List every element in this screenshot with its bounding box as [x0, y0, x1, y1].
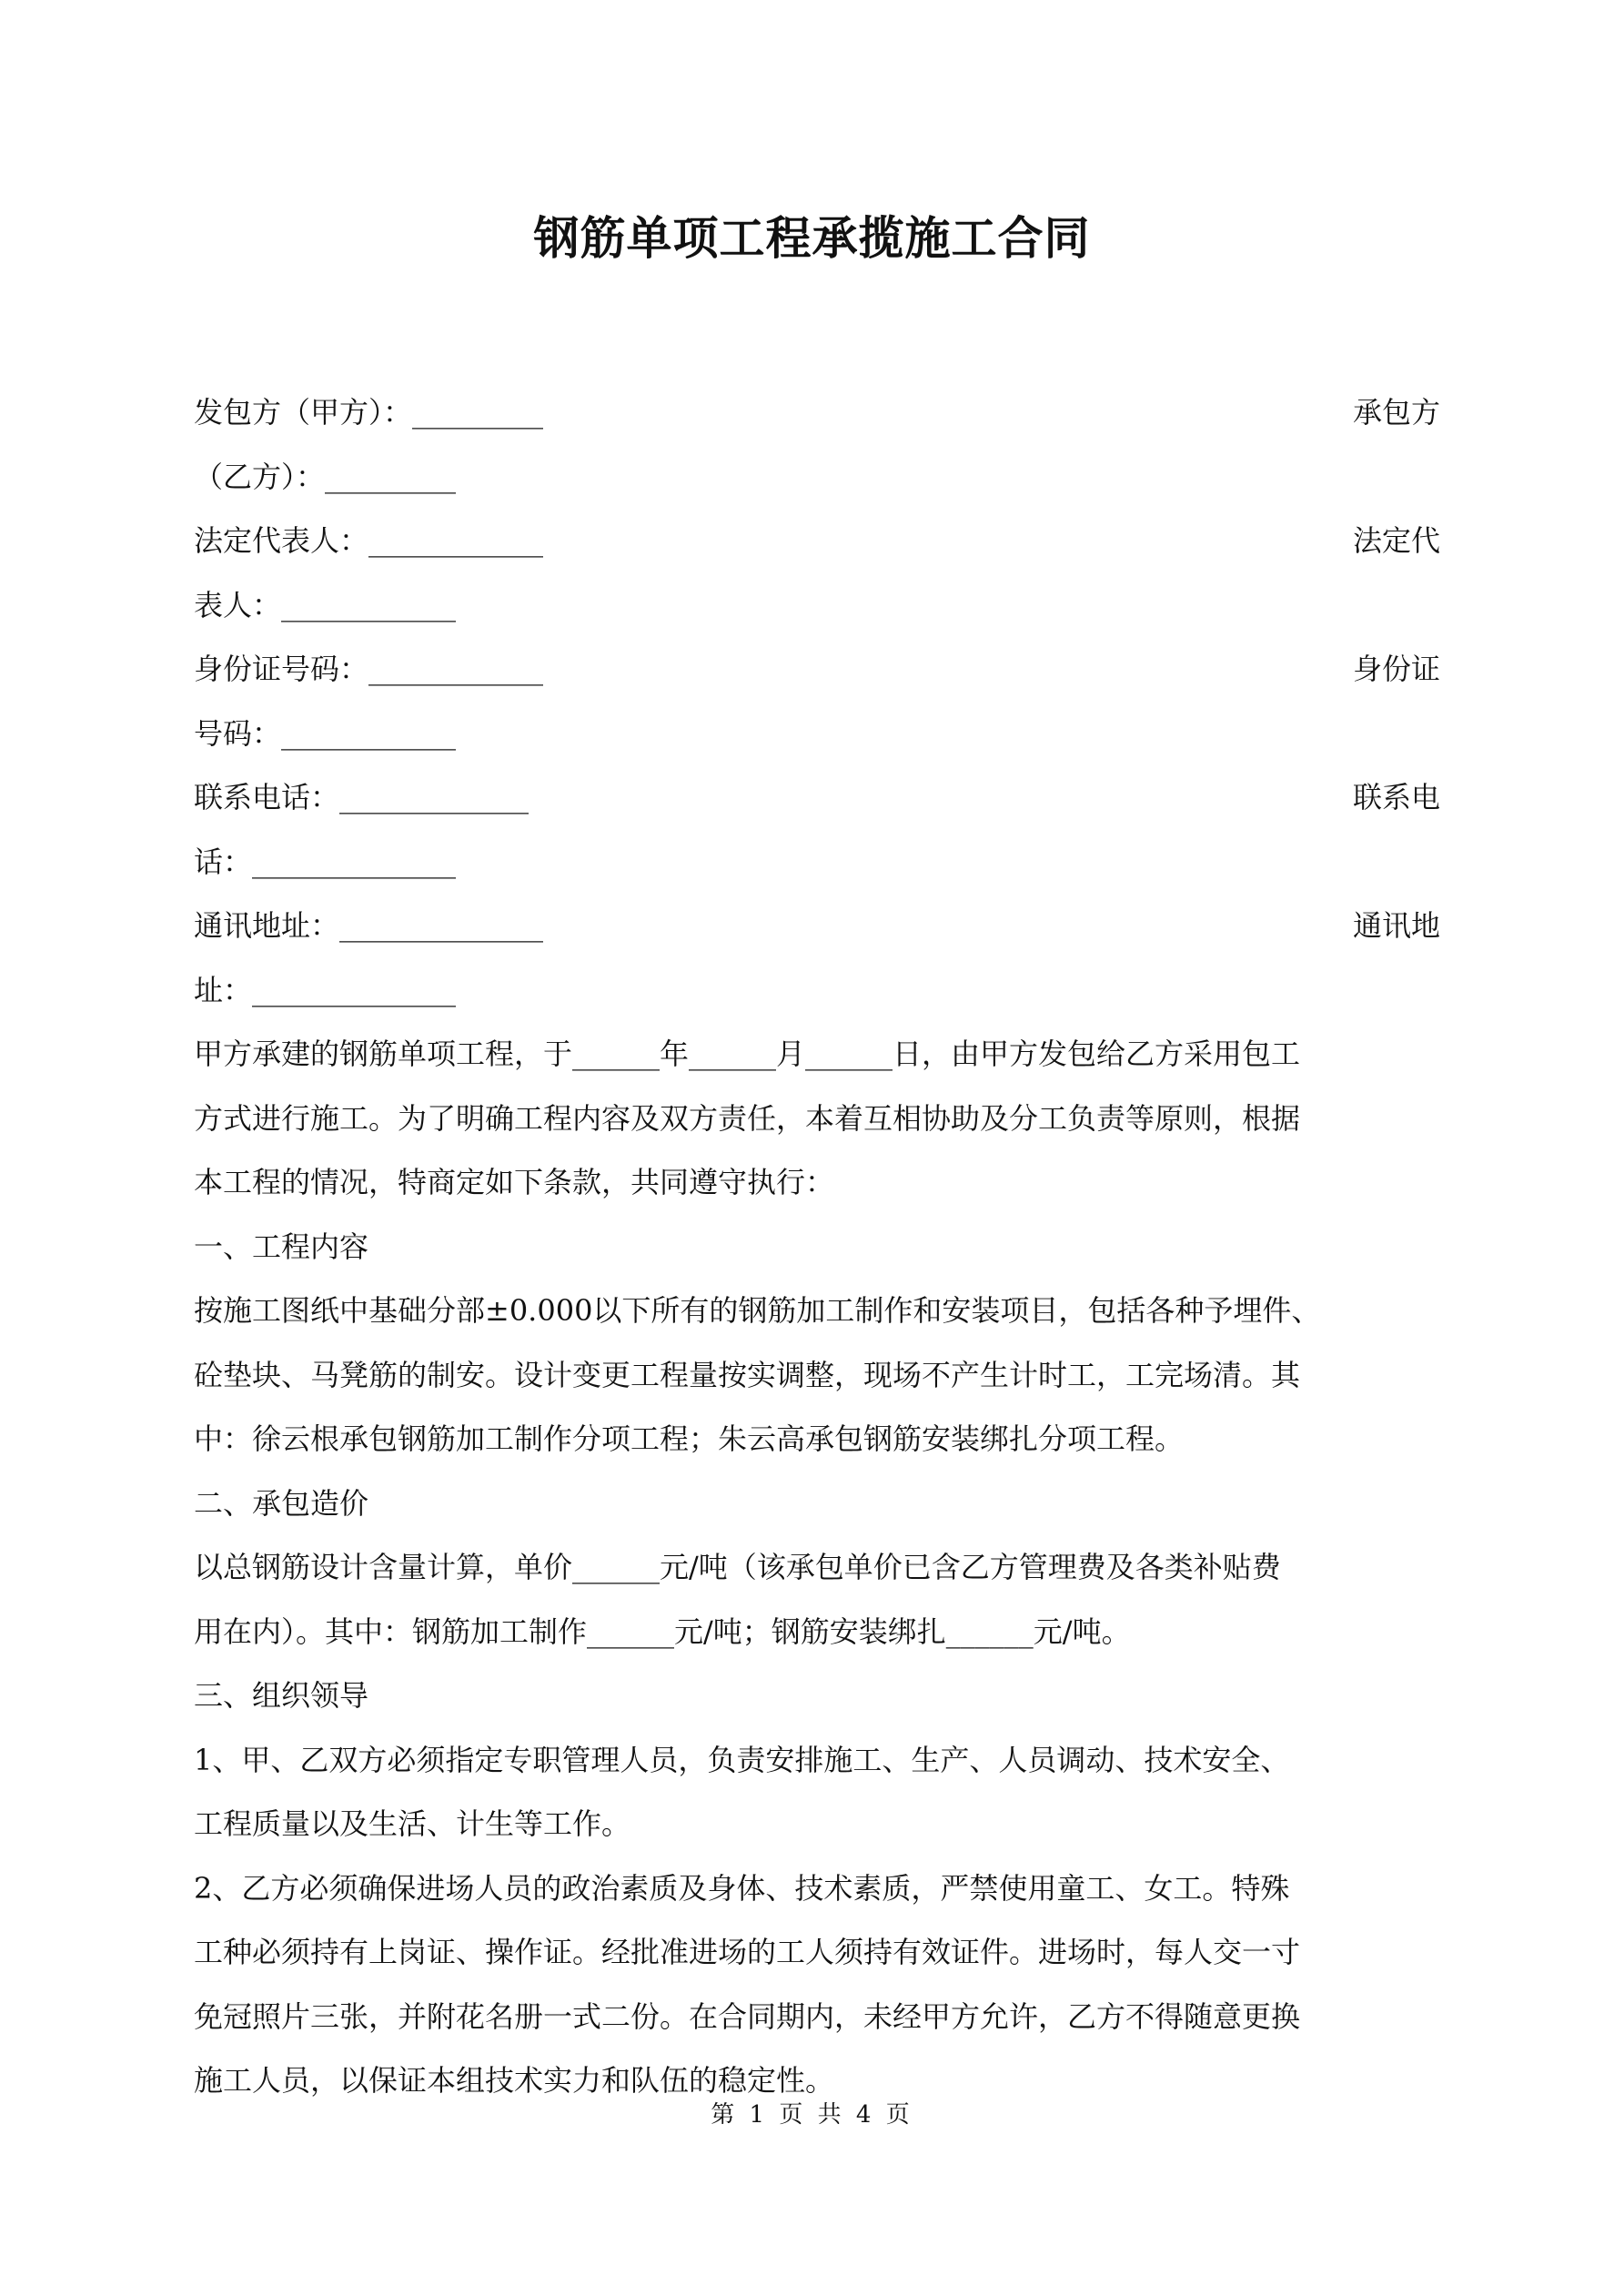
section-1-line-3: 中：徐云根承包钢筋加工制作分项工程；朱云高承包钢筋安装绑扎分项工程。 [194, 1421, 1185, 1456]
legal-rep-b-line: 表人：____________ [194, 587, 457, 622]
legal-rep-b: 法定代 [1352, 523, 1440, 558]
legal-rep-a: 法定代表人：____________ [194, 523, 544, 558]
id-number-b-line: 号码：____________ [194, 715, 457, 751]
address-b: 通讯地 [1352, 908, 1440, 943]
phone-b: 联系电 [1352, 780, 1440, 814]
id-number-b: 身份证 [1352, 652, 1440, 686]
clause-2-line-4: 施工人员，以保证本组技术实力和队伍的稳定性。 [194, 2063, 835, 2098]
clause-2-line-1: 2、乙方必须确保进场人员的政治素质及身体、技术素质，严禁使用童工、女工。特殊 [194, 1870, 1290, 1906]
party-a-label: 发包方（甲方）：_________ [194, 395, 544, 430]
address-a: 通讯地址：______________ [194, 908, 544, 943]
section-1-line-1: 按施工图纸中基础分部±0.000以下所有的钢筋加工制作和安装项目，包括各种予埋件、 [194, 1293, 1321, 1328]
address-b-line: 址：______________ [194, 972, 457, 1007]
section-heading-2: 二、承包造价 [194, 1485, 369, 1521]
page-footer: 第 1 页 共 4 页 [711, 2101, 913, 2129]
section-heading-3: 三、组织领导 [194, 1678, 369, 1713]
party-b-label: 承包方 [1352, 395, 1440, 430]
clause-1-line-2: 工程质量以及生活、计生等工作。 [194, 1806, 631, 1841]
section-heading-1: 一、工程内容 [194, 1229, 369, 1264]
legal-rep-row [194, 509, 1440, 573]
party-b-line: （乙方）：_________ [194, 459, 457, 494]
section-2-line-2: 用在内）。其中：钢筋加工制作______元/吨；钢筋安装绑扎______元/吨。 [194, 1613, 1131, 1649]
intro-line-2: 方式进行施工。为了明确工程内容及双方责任，本着互相协助及分工负责等原则，根据 [194, 1100, 1301, 1136]
intro-line-1: 甲方承建的钢筋单项工程，于______年______月______日，由甲方发包给乙方采用包工 [194, 1037, 1301, 1071]
section-1-line-2: 砼垫块、马凳筋的制安。设计变更工程量按实调整，现场不产生计时工，工完场清。其 [194, 1357, 1301, 1392]
phone-row [194, 765, 1440, 830]
phone-a: 联系电话：_____________ [194, 780, 530, 814]
id-number-row [194, 637, 1440, 702]
document-title: 钢筋单项工程承揽施工合同 [533, 212, 1091, 265]
phone-b-line: 话：______________ [194, 844, 457, 879]
clause-2-line-3: 免冠照片三张，并附花名册一式二份。在合同期内，未经甲方允许，乙方不得随意更换 [194, 1998, 1301, 2034]
clause-1-line-1: 1、甲、乙双方必须指定专职管理人员，负责安排施工、生产、人员调动、技术安全、 [194, 1742, 1290, 1777]
clause-2-line-2: 工种必须持有上岗证、操作证。经批准进场的工人须持有效证件。进场时，每人交一寸 [194, 1935, 1301, 1969]
id-number-a: 身份证号码：____________ [194, 652, 544, 686]
address-row [194, 894, 1440, 958]
section-2-line-1: 以总钢筋设计含量计算，单价______元/吨（该承包单价已含乙方管理费及各类补贴费 [194, 1550, 1281, 1584]
intro-line-3: 本工程的情况，特商定如下条款，共同遵守执行： [194, 1165, 835, 1199]
contract-body [194, 380, 1440, 2113]
party-a-row [194, 380, 1440, 445]
